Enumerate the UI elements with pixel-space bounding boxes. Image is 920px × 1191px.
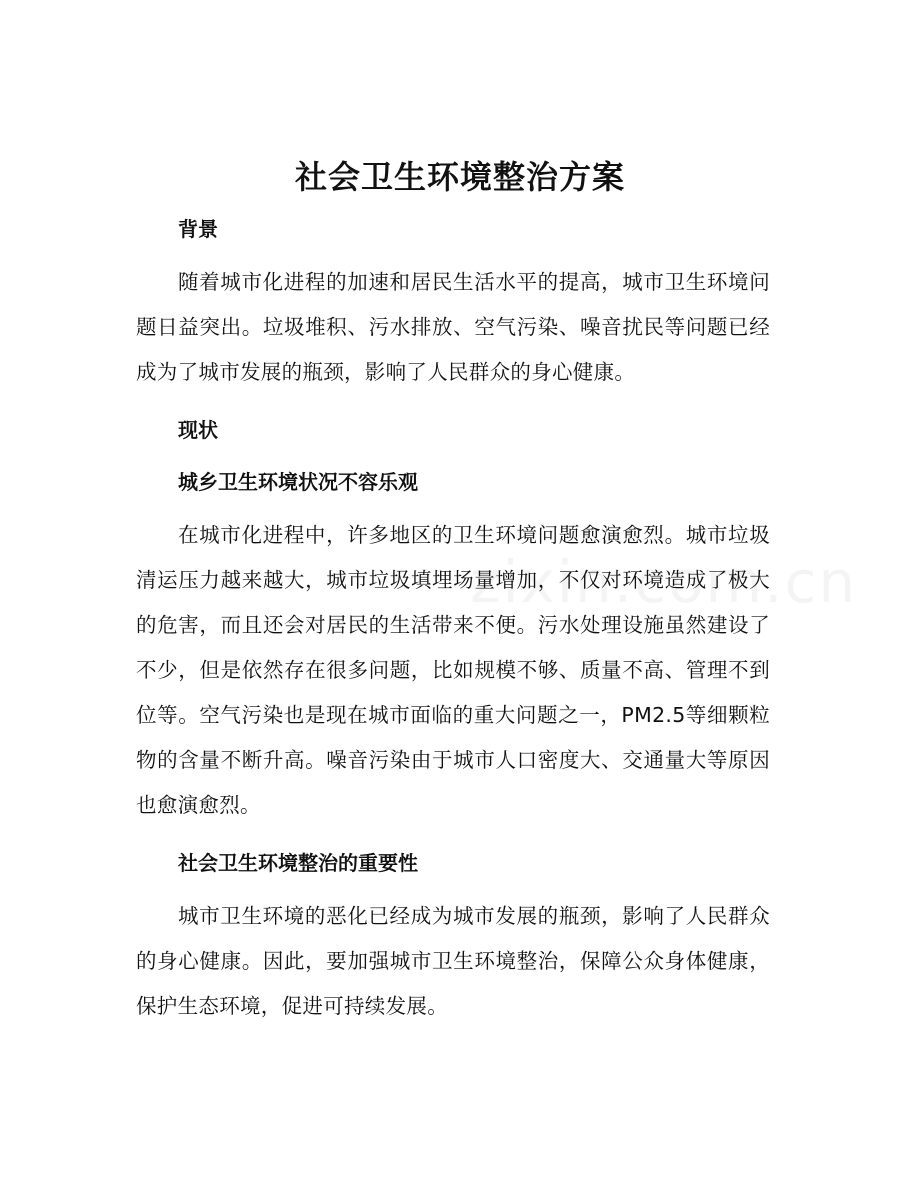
spacer	[136, 884, 770, 894]
spacer	[136, 451, 770, 461]
paragraph-importance: 城市卫生环境的恶化已经成为城市发展的瓶颈，影响了人民群众的身心健康。因此，要加强城市卫生环境整治，保障公众身体健康，保护生态环境，促进可持续发展。	[136, 904, 770, 1018]
section-heading-background: 背景	[178, 217, 218, 241]
document-title: 社会卫生环境整治方案	[294, 158, 625, 196]
section-heading-importance: 社会卫生环境整治的重要性	[178, 851, 418, 875]
paragraph-urban-rural: 在城市化进程中，许多地区的卫生环境问题愈演愈烈。城市垃圾清运压力越来越大，城市垃圾填埋场量增加，不仅对环境造成了极大的危害，而且还会对居民的生活带来不便。污水处理设施虽然建设了不少，但是依然存在很多问题，比如规模不够、质量不高、管理不到位等。空气污染也是现在城市面临的重大问题之一，PM2.5等细颗粒物的含量不断升高。噪音污染由于城市人口密度大、交通量大等原因也愈演愈烈。	[136, 523, 770, 817]
document-body	[136, 208, 770, 1029]
spacer	[136, 250, 770, 260]
paragraph-background: 随着城市化进程的加速和居民生活水平的提高，城市卫生环境问题日益突出。垃圾堆积、污水排放、空气污染、噪音扰民等问题已经成为了城市发展的瓶颈，影响了人民群众的身心健康。	[136, 270, 770, 384]
spacer	[136, 828, 770, 842]
section-heading-status: 现状	[178, 418, 218, 442]
spacer	[136, 395, 770, 409]
spacer	[136, 503, 770, 513]
section-heading-urban-rural: 城乡卫生环境状况不容乐观	[178, 470, 418, 494]
